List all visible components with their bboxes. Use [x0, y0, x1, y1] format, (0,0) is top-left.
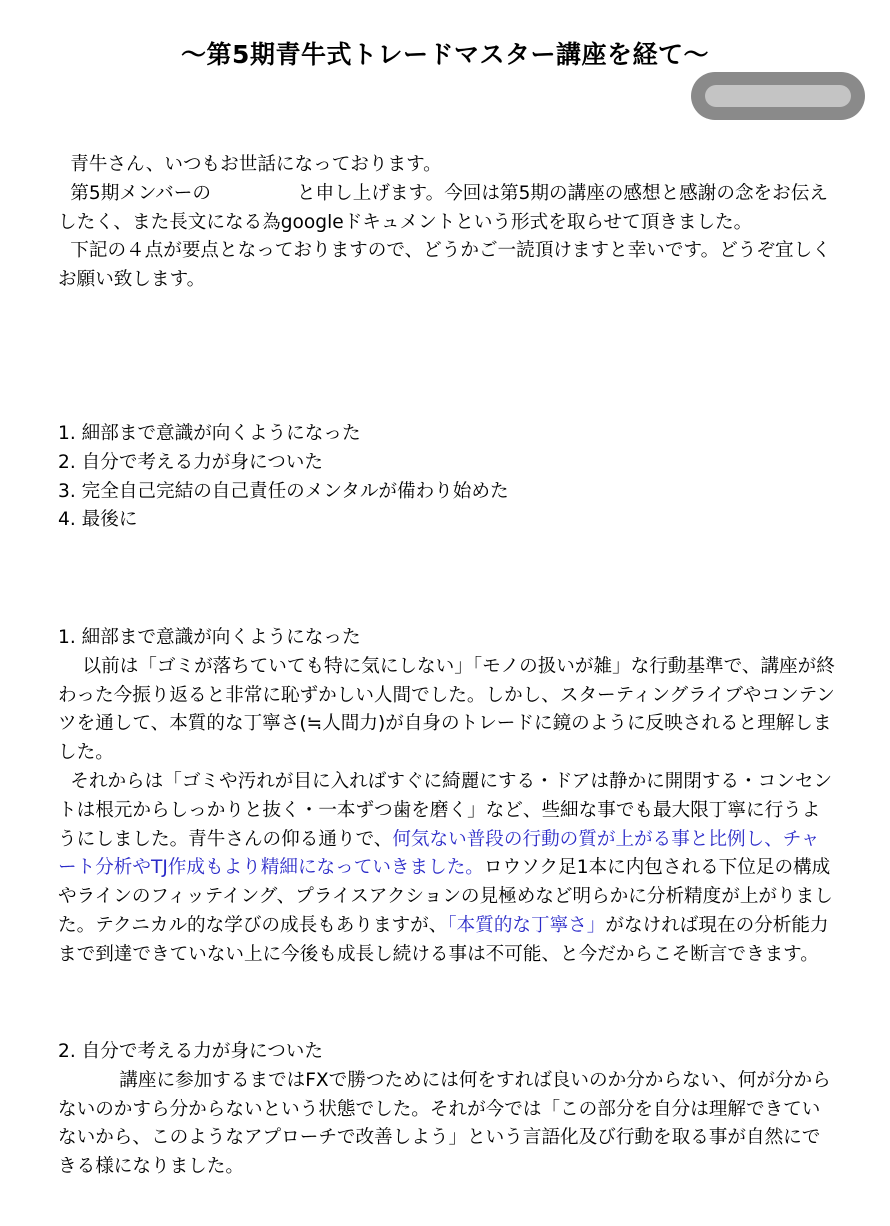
summary-item-2: 2. 自分で考える力が身についた — [58, 451, 323, 473]
section-1-para2-start: それからは「ゴミや汚れが目に入ればすぐに綺麗にする・ドアは静かに開閉する・コンセントは根元からしっかりと抜く・一本ずつ歯を磨く」など、些細な事でも最大限丁寧に行うようにしました。青牛さんの仰る通りで、 — [58, 770, 833, 850]
section-1-para1-text: 以前は「ゴミが落ちていても特に気にしない」「モノの扱いが雑」な行動基準で、講座が終わった今振り返ると非常に恥ずかしい人間でした。しかし、スターティングライブやコンテンツを通して、本質的な丁寧さ(≒人間力)が自身のトレードに鏡のように反映されると理解しました。 — [58, 655, 835, 764]
summary-list — [58, 420, 838, 535]
self-intro-after: と申し上げます。今回は第5期の講座の感想と感謝の念をお伝えしたく、また長文になる為googleドキュメントという形式を取らせて頂きました。 — [58, 182, 828, 233]
intro-block — [58, 151, 838, 295]
section-1-highlight-1: 何気ない普段の行動の質が上がる事と比例し、チャート分析やTJ作成もより精細になっていきました。 — [58, 828, 820, 879]
summary-item-3: 3. 完全自己完結の自己責任のメンタルが備わり始めた — [58, 480, 509, 502]
request-text: 下記の４点が要点となっておりますので、どうかご一読頂けますと幸いです。どうぞ宜しくお願い致します。 — [58, 240, 831, 291]
document-title: 〜第5期青牛式トレードマスター講座を経て〜 — [181, 40, 709, 69]
self-intro-paragraph — [58, 180, 838, 238]
section-1-para2-end: がなければ現在の分析能力まで到達できていない上に今後も成長し続ける事は不可能、と今だからこそ断言できます。 — [58, 914, 829, 965]
section-2-para1-text: 講座に参加するまではFXで勝つためには何をすれば良いのか分からない、何が分からないのかすら分からないという状態でした。それが今では「この部分を自分は理解できていないから、このようなアプローチで改善しよう」という言語化及び行動を取る事が自然にできる様になりました。 — [58, 1069, 831, 1178]
summary-item-4: 4. 最後に — [58, 509, 138, 531]
section-2-heading: 2. 自分で考える力が身についた — [58, 1041, 323, 1062]
self-intro-before: 第5期メンバーの — [70, 182, 211, 204]
greeting-text — [58, 151, 838, 180]
section-2 — [58, 1038, 838, 1182]
section-1-highlight-2: 「本質的な丁寧さ」 — [447, 914, 606, 936]
request-paragraph — [58, 237, 838, 295]
greeting-span: 青牛さん、いつもお世話になっております。 — [70, 154, 442, 175]
section-1-heading: 1. 細部まで意識が向くようになった — [58, 627, 361, 648]
redacted-name-inner — [705, 85, 851, 107]
section-1-paragraph-1 — [58, 653, 838, 768]
section-1 — [58, 624, 838, 970]
section-1-para2-middle: ロウソク足1本に内包される下位足の構成やラインのフィッテイング、プライスアクションの見極めなど明らかに分析精度が上がりました。テクニカル的な学びの成長もありますが、 — [58, 857, 833, 936]
summary-item-1: 1. 細部まで意識が向くようになった — [58, 423, 361, 444]
section-2-paragraph-1 — [58, 1067, 838, 1182]
section-1-paragraph-2 — [58, 768, 838, 970]
redacted-name-block — [691, 72, 865, 120]
